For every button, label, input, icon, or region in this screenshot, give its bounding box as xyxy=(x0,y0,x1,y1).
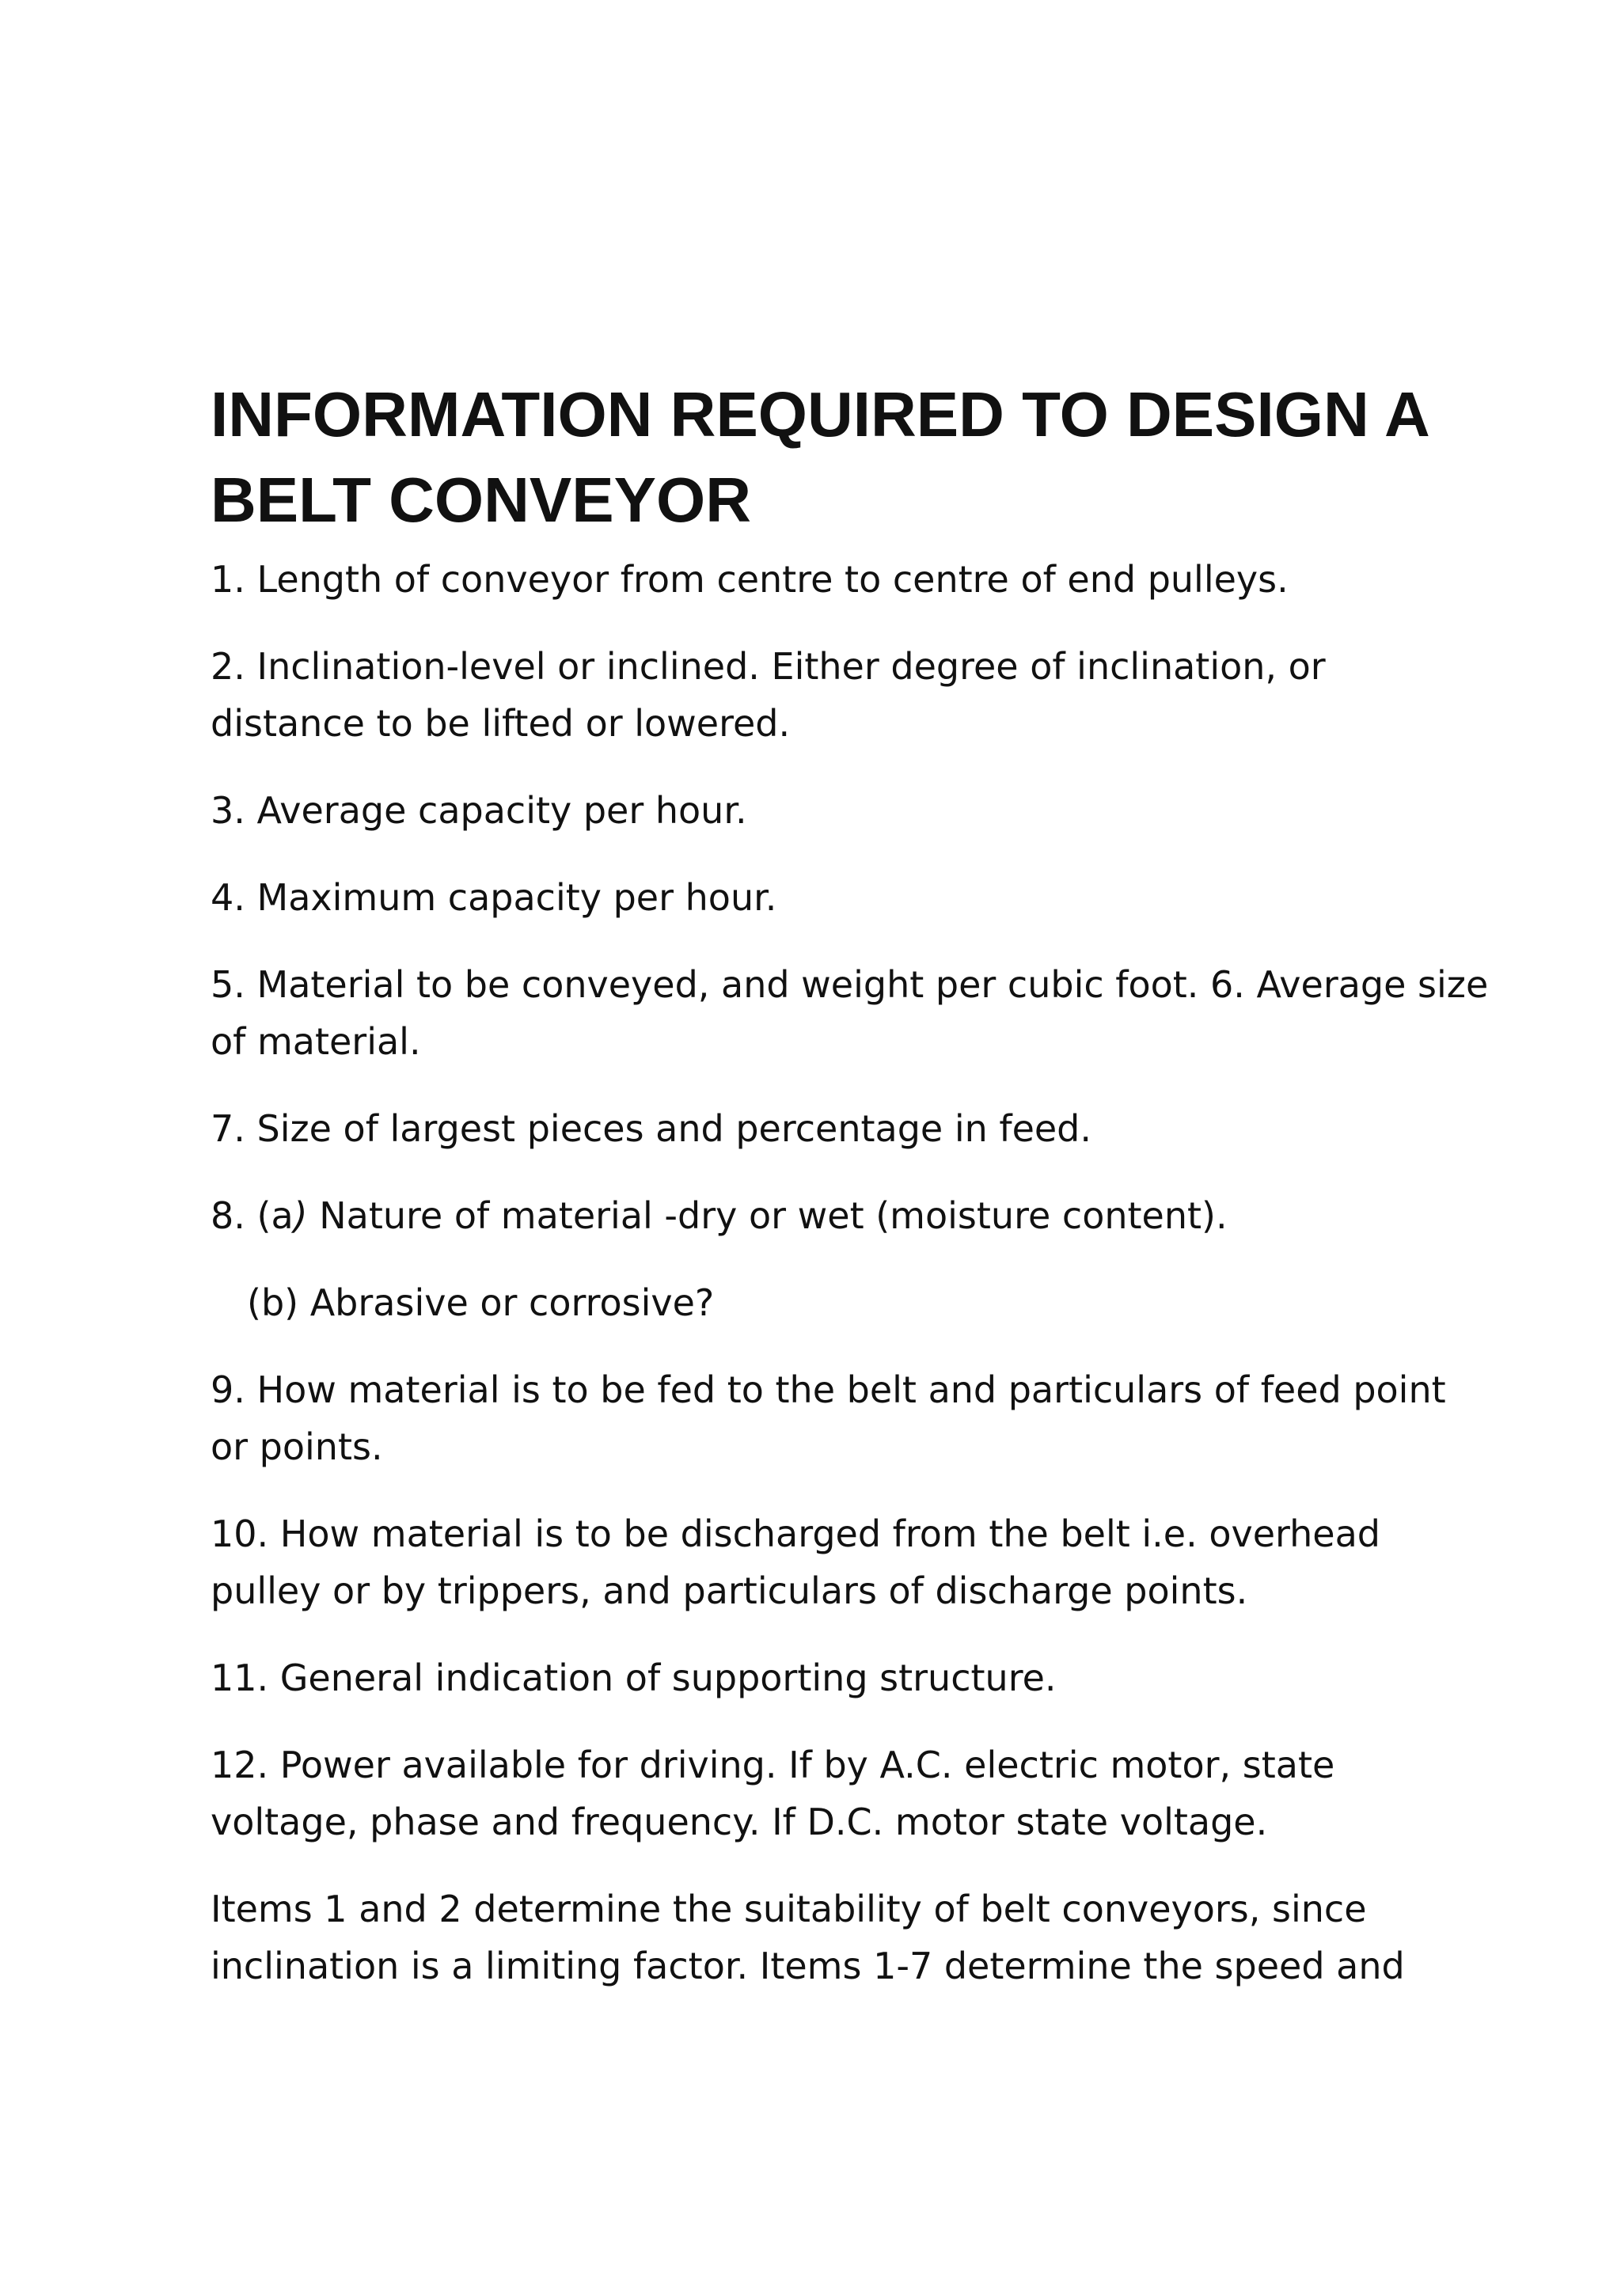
list-item-12 xyxy=(211,1736,1445,1850)
list-item-8a-text: Nature of material -dry or wet (moisture content). xyxy=(307,1194,1228,1237)
list-item-2-line-2: distance to be lifted or lowered. xyxy=(211,702,791,745)
list-item-4 xyxy=(211,869,1445,926)
list-item-2-line-1: 2. Inclination-level or inclined. Either degree of inclination, or xyxy=(211,645,1326,688)
list-item-8b-text: (b) Abrasive or corrosive? xyxy=(247,1281,715,1324)
list-item-5-6 xyxy=(211,956,1489,1070)
closing-line-1: Items 1 and 2 determine the suitability of belt conveyors, since xyxy=(211,1888,1367,1930)
title-line-1: INFORMATION REQUIRED TO DESIGN A xyxy=(211,379,1430,450)
list-item-3-text: 3. Average capacity per hour. xyxy=(211,789,747,832)
list-item-8a-prefix: 8. (a xyxy=(211,1194,294,1237)
list-item-2 xyxy=(211,638,1445,752)
list-item-5-line-2: of material. xyxy=(211,1020,421,1063)
list-item-3 xyxy=(211,782,1445,839)
list-item-9-line-2: or points. xyxy=(211,1425,383,1468)
list-item-1-text: 1. Length of conveyor from centre to centre of end pulleys. xyxy=(211,558,1289,601)
list-item-7-text: 7. Size of largest pieces and percentage in feed. xyxy=(211,1107,1092,1150)
list-item-4-text: 4. Maximum capacity per hour. xyxy=(211,876,777,919)
list-item-7 xyxy=(211,1100,1445,1157)
list-item-12-line-2: voltage, phase and frequency. If D.C. motor state voltage. xyxy=(211,1801,1268,1843)
list-item-5-line-1: 5. Material to be conveyed, and weight per cubic foot. 6. Average size xyxy=(211,963,1489,1006)
list-item-11 xyxy=(211,1649,1445,1706)
page-content xyxy=(211,372,1489,2025)
list-item-10-line-1: 10. How material is to be discharged from the belt i.e. overhead xyxy=(211,1512,1380,1555)
list-item-10-line-2: pulley or by trippers, and particulars of discharge points. xyxy=(211,1569,1248,1612)
list-item-8b xyxy=(211,1274,1445,1331)
page-title xyxy=(211,372,1445,543)
list-item-12-line-1: 12. Power available for driving. If by A.C. electric motor, state xyxy=(211,1744,1335,1786)
closing-paragraph xyxy=(211,1880,1445,1994)
closing-line-2: inclination is a limiting factor. Items 1-7 determine the speed and xyxy=(211,1945,1405,1987)
title-line-2: BELT CONVEYOR xyxy=(211,465,752,535)
list-item-10 xyxy=(211,1505,1445,1619)
list-item-11-text: 11. General indication of supporting structure. xyxy=(211,1657,1057,1699)
list-item-9 xyxy=(211,1361,1445,1475)
list-item-9-line-1: 9. How material is to be fed to the belt and particulars of feed point xyxy=(211,1368,1446,1411)
list-item-8a xyxy=(211,1187,1445,1244)
list-item-8a-paren: ) xyxy=(293,1194,308,1237)
list-item-1 xyxy=(211,551,1445,608)
list-item-8a-line xyxy=(211,1187,1445,1244)
